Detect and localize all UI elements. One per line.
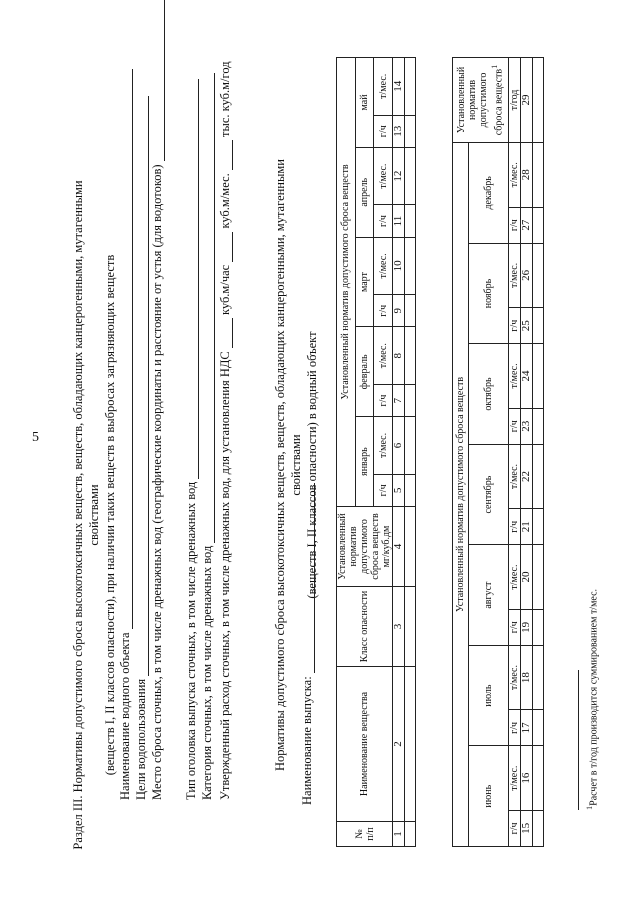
- column-number: 25: [521, 308, 533, 344]
- column-number: 23: [521, 408, 533, 444]
- field-water-use: [134, 96, 149, 800]
- field-water-use-label: Цели водопользования: [134, 678, 148, 800]
- outlet-name: [300, 483, 315, 805]
- unit-tmes: т/мес.: [509, 243, 521, 307]
- blank-line: [302, 483, 315, 673]
- month-header: октябрь: [469, 344, 509, 445]
- unit-tmes: т/мес.: [509, 645, 521, 709]
- column-number: 14: [393, 58, 405, 116]
- month-header: август: [469, 545, 509, 646]
- blank-line: [220, 232, 233, 262]
- field-discharge-place: [150, 0, 165, 800]
- unit-gh: г/ч: [509, 509, 521, 545]
- unit-m3year: тыс. куб.м/год: [218, 61, 232, 137]
- blank-line: [136, 96, 149, 676]
- unit-m3h: куб.м/час: [218, 264, 232, 316]
- field-water-category-label: Категория сточных, в том числе дренажных вод: [200, 545, 214, 800]
- field-discharge-place-label: Место сброса сточных, в том числе дренажных вод (географические координаты и расстояние от устья (для водотоков): [150, 164, 164, 800]
- header-year-norm-text: Установленный норматив допустимого сброса веществ: [456, 66, 505, 136]
- section-title-line1: Раздел III. Нормативы допустимого сброса высокотоксичных веществ, веществ, обладающих канцерогенными, мутагенными свойствами: [71, 180, 101, 850]
- footnote-marker: 1: [490, 64, 500, 69]
- column-number-row: [521, 58, 533, 847]
- column-number: 20: [521, 545, 533, 609]
- field-water-object-label: Наименование водного объекта: [118, 632, 132, 800]
- unit-tmes: т/мес.: [509, 344, 521, 408]
- unit-gh: г/ч: [509, 308, 521, 344]
- unit-gh: г/ч: [509, 408, 521, 444]
- unit-gh: г/ч: [374, 205, 393, 237]
- unit-gh: г/ч: [509, 609, 521, 645]
- table-row: [533, 58, 544, 847]
- month-header: июнь: [469, 746, 509, 847]
- field-approved-flow: [218, 61, 233, 800]
- header-group: Установленный норматив допустимого сброса веществ: [453, 143, 469, 847]
- footnote-divider: [578, 670, 579, 810]
- unit-m3month: куб.м/мес.: [218, 173, 232, 229]
- unit-tyear: т/год: [509, 58, 521, 143]
- unit-gh: г/ч: [509, 810, 521, 846]
- column-number: 15: [521, 810, 533, 846]
- column-number: 8: [393, 327, 405, 384]
- column-number: 9: [393, 295, 405, 327]
- column-number: 1: [393, 822, 405, 847]
- month-header: февраль: [355, 327, 374, 417]
- column-number: 22: [521, 444, 533, 508]
- page-number: 5: [32, 430, 39, 445]
- unit-tmes: т/мес.: [509, 444, 521, 508]
- column-number: 7: [393, 384, 405, 416]
- blank-line: [186, 79, 199, 479]
- month-header: июль: [469, 645, 509, 746]
- field-outlet-head: [184, 79, 199, 800]
- outlet-name-label: Наименование выпуска:: [300, 676, 314, 805]
- column-number: 18: [521, 645, 533, 709]
- column-number: 12: [393, 147, 405, 204]
- column-number: 17: [521, 710, 533, 746]
- column-number: 29: [521, 58, 533, 143]
- column-number: 6: [393, 417, 405, 474]
- column-number: 4: [393, 507, 405, 587]
- column-number: 26: [521, 243, 533, 307]
- norms-table-jun-dec: [452, 57, 544, 847]
- column-number: 24: [521, 344, 533, 408]
- footnote: [585, 589, 599, 810]
- column-number: 2: [393, 667, 405, 822]
- column-number: 28: [521, 143, 533, 208]
- column-number: 27: [521, 207, 533, 243]
- unit-tmes: т/мес.: [374, 58, 393, 116]
- header-class: Класс опасности: [337, 587, 393, 667]
- unit-gh: г/ч: [374, 295, 393, 327]
- column-number: 16: [521, 746, 533, 810]
- unit-tmes: т/мес.: [374, 417, 393, 474]
- blank-line: [202, 73, 215, 543]
- header-no: № п/п: [337, 822, 393, 847]
- unit-gh: г/ч: [509, 710, 521, 746]
- column-number-row: [393, 58, 405, 847]
- header-substance: Наименование вещества: [337, 667, 393, 822]
- month-header: январь: [355, 417, 374, 507]
- unit-tmes: т/мес.: [509, 143, 521, 208]
- blank-line: [152, 0, 165, 161]
- field-approved-flow-label: Утвержденный расход сточных, в том числе дренажных вод, для установления НДС: [218, 351, 232, 800]
- column-number: 3: [393, 587, 405, 667]
- section-title: [70, 165, 118, 865]
- table-title-line1: Нормативы допустимого сброса высокотоксичных веществ, веществ, обладающих канцерогенными, мутагенными свойствами: [273, 159, 303, 772]
- footnote-number: 1: [585, 805, 594, 810]
- unit-gh: г/ч: [374, 115, 393, 147]
- unit-tmes: т/мес.: [509, 545, 521, 609]
- column-number: 21: [521, 509, 533, 545]
- header-year-norm: [453, 58, 509, 143]
- footnote-text: Расчет в т/год производится суммированием т/мес.: [588, 588, 600, 806]
- unit-tmes: т/мес.: [374, 147, 393, 204]
- column-number: 13: [393, 115, 405, 147]
- column-number: 5: [393, 474, 405, 506]
- field-outlet-head-label: Тип оголовка выпуска сточных, в том числе дренажных вод: [184, 481, 198, 800]
- field-water-object: [118, 69, 133, 800]
- blank-line: [120, 69, 133, 629]
- unit-gh: г/ч: [374, 384, 393, 416]
- unit-gh: г/ч: [374, 474, 393, 506]
- month-header: апрель: [355, 147, 374, 237]
- month-header: сентябрь: [469, 444, 509, 545]
- month-header: декабрь: [469, 143, 509, 244]
- table-title-line2: (веществ I, II классов опасности) в водный объект: [305, 331, 319, 599]
- month-header: март: [355, 237, 374, 327]
- month-header: ноябрь: [469, 243, 509, 344]
- section-title-line2: (веществ I, II классов опасности), при наличии таких веществ в выбросах загрязняющих веществ: [103, 254, 117, 776]
- blank-line: [220, 318, 233, 348]
- column-number: 10: [393, 237, 405, 294]
- column-number: 19: [521, 609, 533, 645]
- norms-table-jan-may: [336, 57, 416, 847]
- column-number: 11: [393, 205, 405, 237]
- blank-line: [220, 140, 233, 170]
- field-water-category: [200, 73, 215, 800]
- table-row: [405, 58, 416, 847]
- header-group: Установленный норматив допустимого сброса веществ: [337, 58, 356, 507]
- unit-gh: г/ч: [509, 207, 521, 243]
- month-header: май: [355, 58, 374, 148]
- unit-tmes: т/мес.: [509, 746, 521, 810]
- unit-tmes: т/мес.: [374, 237, 393, 294]
- unit-tmes: т/мес.: [374, 327, 393, 384]
- header-norm: Установленный норматив допустимого сброса веществ мг/куб.дм: [337, 507, 393, 587]
